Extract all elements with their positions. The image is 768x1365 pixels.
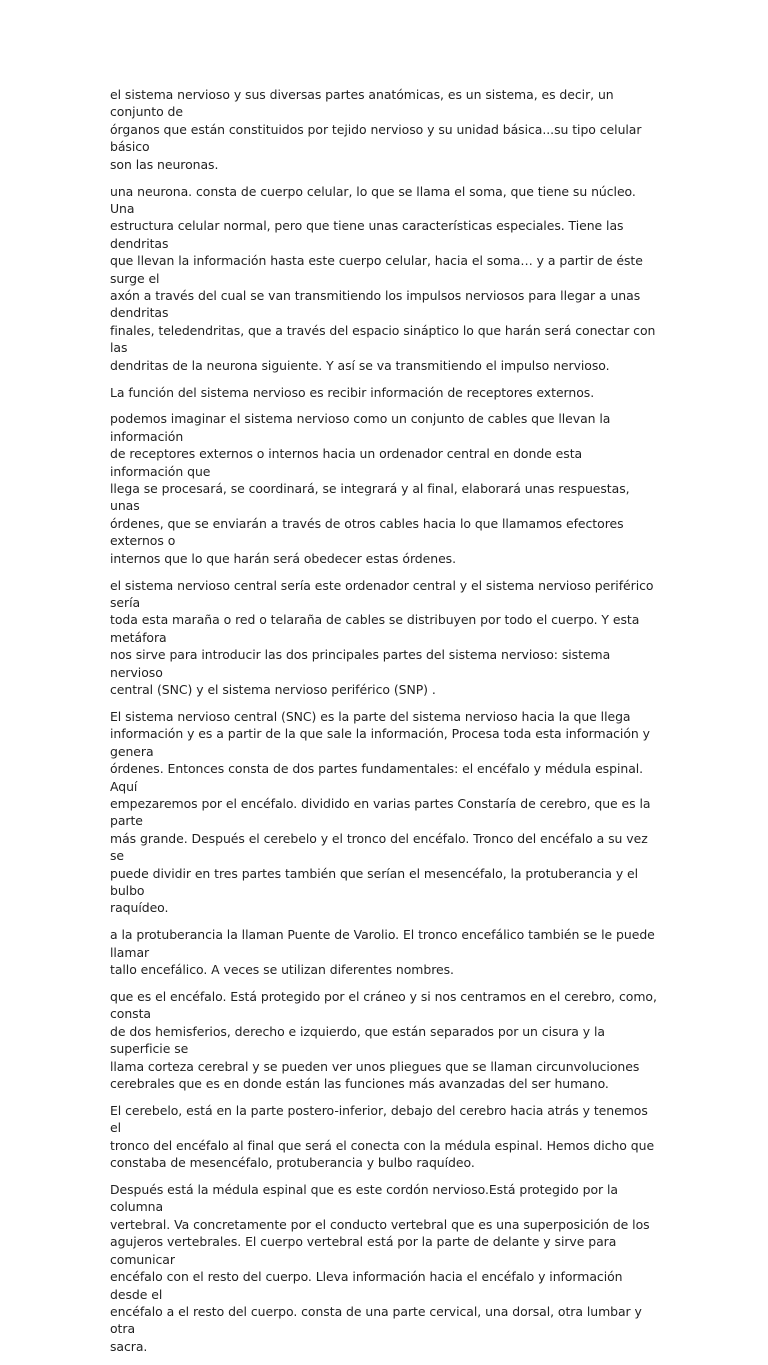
paragraph-2: una neurona. consta de cuerpo celular, lo que se llama el soma, que tiene su núcleo. Una estructura celular normal, pero que tiene unas características especiales. Tiene las dendritas que llevan la información hasta este cuerpo celular, hacia el soma… y a partir de éste surge el axón a través del cual se van transmitiendo los impulsos nerviosos para llegar a unas dendritas finales, teledendritas, que a través del espacio sináptico lo que harán será conectar con las dendritas de la neurona siguiente. Y así se va transmitiendo el impulso nervioso.	[110, 183, 656, 373]
document-body	[110, 86, 658, 1365]
paragraph-6: El sistema nervioso central (SNC) es la parte del sistema nervioso hacia la que llega información y es a partir de la que sale la información, Procesa toda esta información y genera órdenes. Entonces consta de dos partes fundamentales: el encéfalo y médula espinal. Aquí empezaremos por el encéfalo. dividido en varias partes Constaría de cerebro, que es la parte más grande. Después el cerebelo y el tronco del encéfalo. Tronco del encéfalo a su vez se puede dividir en tres partes también que serían el mesencéfalo, la protuberancia y el bulbo raquídeo.	[110, 708, 651, 916]
paragraph-7: a la protuberancia la llaman Puente de Varolio. El tronco encefálico también se le puede llamar tallo encefálico. A veces se utilizan diferentes nombres.	[110, 927, 655, 978]
paragraph-3: La función del sistema nervioso es recibir información de receptores externos.	[110, 384, 595, 400]
paragraph-8: que es el encéfalo. Está protegido por el cráneo y si nos centramos en el cerebro, como, consta de dos hemisferios, derecho e izquierdo, que están separados por un cisura y la superficie se llama corteza cerebral y se pueden ver unos pliegues que se llaman circunvoluciones cerebrales que es en donde están las funciones más avanzadas del ser humano.	[110, 989, 657, 1092]
paragraph-4: podemos imaginar el sistema nervioso como un conjunto de cables que llevan la información de receptores externos o internos hacia un ordenador central en donde esta información que llega se procesará, se coordinará, se integrará y al final, elaborará unas respuestas, unas órdenes, que se enviarán a través de otros cables hacia lo que llamamos efectores externos o internos que lo que harán será obedecer estas órdenes.	[110, 411, 630, 566]
paragraph-1: el sistema nervioso y sus diversas partes anatómicas, es un sistema, es decir, un conjunto de órganos que están constituidos por tejido nervioso y su unidad básica...su tipo celular básico son las neuronas.	[110, 87, 642, 172]
paragraph-10: Después está la médula espinal que es este cordón nervioso.Está protegido por la columna vertebral. Va concretamente por el conducto vertebral que es una superposición de los agujeros vertebrales. El cuerpo vertebral está por la parte de delante y sirve para comunicar encéfalo con el resto del cuerpo. Lleva información hacia el encéfalo y información desde el encéfalo a el resto del cuerpo. consta de una parte cervical, una dorsal, otra lumbar y otra sacra.	[110, 1182, 650, 1354]
paragraph-5: el sistema nervioso central sería este ordenador central y el sistema nervioso periférico sería toda esta maraña o red o telaraña de cables se distribuyen por todo el cuerpo. Y esta metáfora nos sirve para introducir las dos principales partes del sistema nervioso: sistema nervioso central (SNC) y el sistema nervioso periférico (SNP) .	[110, 577, 654, 697]
paragraph-9: El cerebelo, está en la parte postero-inferior, debajo del cerebro hacia atrás y tenemos el tronco del encéfalo al final que será el conecta con la médula espinal. Hemos dicho que constaba de mesencéfalo, protuberancia y bulbo raquídeo.	[110, 1102, 655, 1171]
